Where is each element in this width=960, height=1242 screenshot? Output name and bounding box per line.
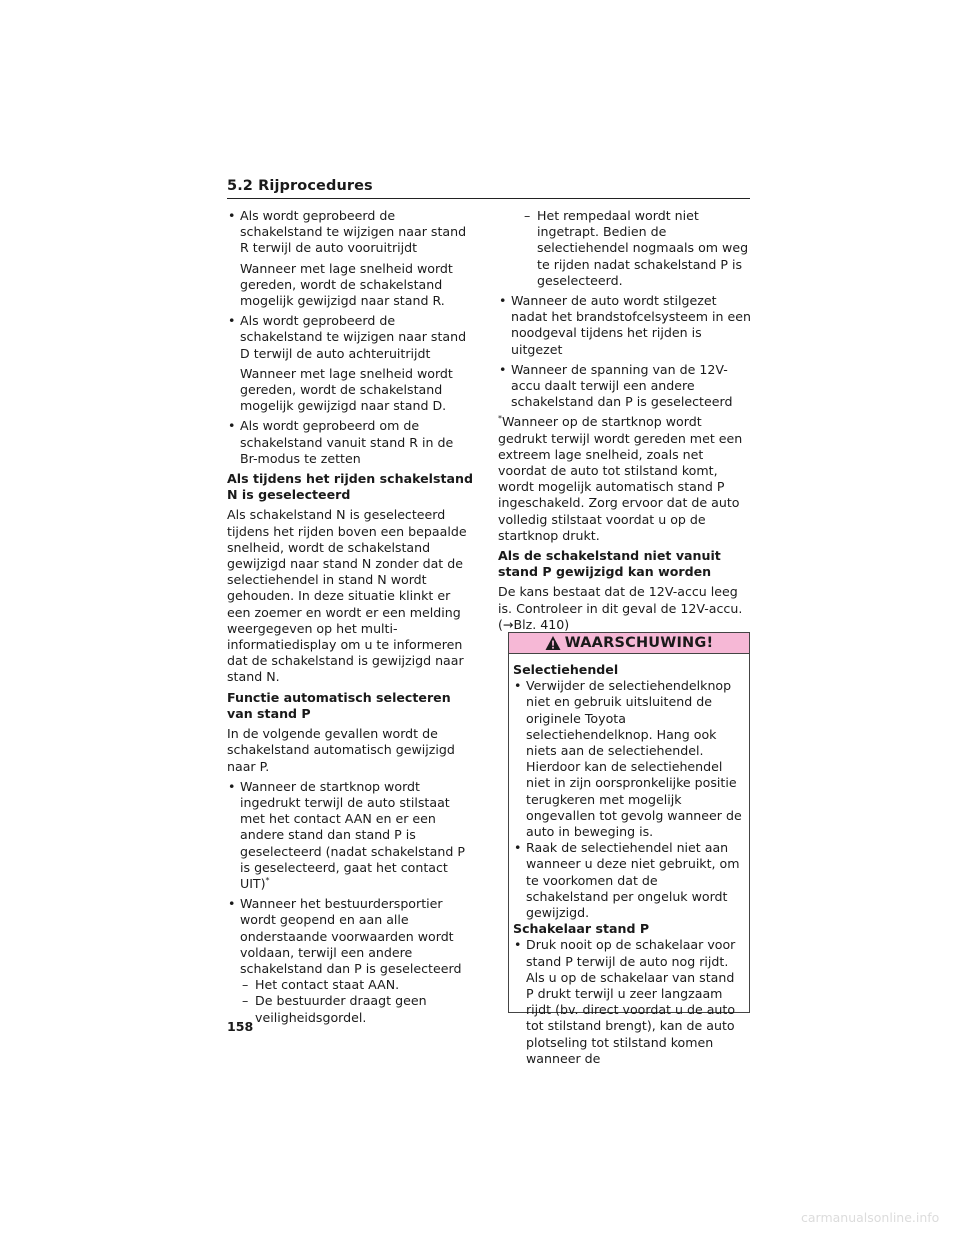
note-r: Wanneer met lage snelheid wordt gereden, wordt de schakelstand mogelijk gewijzigd naar stand R. (240, 260, 453, 309)
footnote-marker: * (498, 414, 502, 424)
watermark-logo: carmanualsonline.info (801, 1210, 940, 1225)
dash-item-gordel: – De bestuurder draagt geen veiligheidsgordel. (240, 993, 473, 1025)
paragraph-accu: De kans bestaat dat de 12V-accu leeg is. Controleer in dit geval de 12V-accu. (→Blz. 410) (498, 584, 743, 632)
paragraph-auto-p: In de volgende gevallen wordt de schakelstand automatisch gewijzigd naar P. (227, 726, 455, 774)
left-column (227, 208, 473, 1026)
list-item-text: Wanneer het bestuurdersportier wordt geopend en aan alle onderstaande voorwaarden wordt voldaan, terwijl een andere schakelstand dan P is geselecteerd (240, 896, 462, 976)
dash-item-rempedaal: – Het rempedaal wordt niet ingetrapt. Bedien de selectiehendel nogmaals om weg te rijden nadat schakelstand P is geselecteerd. (522, 208, 751, 289)
warning-box (508, 632, 750, 1066)
heading-neutral: Als tijdens het rijden schakelstand N is geselecteerd (227, 471, 473, 503)
list-item-text: Als wordt geprobeerd de schakelstand te wijzigen naar stand D terwijl de auto achteruitrijdt (240, 313, 467, 361)
footnote-marker: * (265, 875, 270, 885)
page-number: 158 (227, 1019, 254, 1034)
warning-item-text: Verwijder de selectiehendelknop niet en gebruik uitsluitend de originele Toyota selectiehendelknop. Hang ook niets aan de selectiehendel. Hierdoor kan de selectiehendel niet in zijn oorspronkelijke positie terugkeren met mogelijk ongevallen tot gevolg wanneer de auto in beweging is. (526, 678, 742, 840)
header-divider (227, 198, 750, 199)
list-item-d (227, 313, 473, 362)
note-d: Wanneer met lage snelheid wordt gereden, wordt de schakelstand mogelijk gewijzigd naar stand D. (240, 365, 453, 414)
dash-item-contact: – Het contact staat AAN. (240, 977, 473, 993)
warning-subheading-schakelaar: Schakelaar stand P (513, 921, 650, 937)
list-item-text: Als wordt geprobeerd om de schakelstand vanuit stand R in de Br-modus te zetten (240, 418, 454, 466)
warning-item-text: Druk nooit op de schakelaar voor stand P terwijl de auto nog rijdt. Als u op de schakelaar van stand P drukt terwijl u zeer langzaam rijdt (bv. direct voordat u de auto tot stilstand brengt), kan de auto plotseling tot stilstand komen wanneer de (526, 937, 736, 1066)
list-item-text: Wanneer de spanning van de 12V-accu daalt terwijl een andere schakelstand dan P is geselecteerd (511, 361, 733, 410)
warning-triangle-icon (545, 635, 561, 651)
list-item-br (227, 418, 473, 467)
list-item-text: Als wordt geprobeerd de schakelstand te wijzigen naar stand R terwijl de auto vooruitrijdt (240, 208, 467, 256)
warning-item-text: Raak de selectiehendel niet aan wanneer u deze niet gebruikt, om te voorkomen dat de schakelstand per ongeluk wordt gewijzigd. (526, 840, 740, 921)
section-title: 5.2 Rijprocedures (227, 178, 373, 194)
warning-body (509, 654, 749, 1067)
list-item-text: Wanneer de auto wordt stilgezet nadat het brandstofcelsysteem in een noodgeval tijdens het rijden is uitgezet (511, 293, 751, 357)
footnote-text: Wanneer op de startknop wordt gedrukt terwijl wordt gereden met een extreem lage snelheid, zoals net voordat de auto tot stilstand komt, wordt mogelijk automatisch stand P ingeschakeld. Zorg ervoor dat de auto volledig stilstaat voordat u op de startknop drukt. (498, 414, 743, 543)
warning-item-schakelaar (513, 937, 743, 1067)
list-item-portier (227, 896, 473, 977)
page-header (227, 178, 750, 199)
right-column (498, 208, 751, 637)
heading-not-p: Als de schakelstand niet vanuit stand P gewijzigd kan worden (498, 548, 721, 580)
paragraph-neutral: Als schakelstand N is geselecteerd tijdens het rijden boven een bepaalde snelheid, wordt de schakelstand gewijzigd naar stand N zonder dat de selectiehendel in stand N wordt gehouden. In deze situatie klinkt er een zoemer en wordt er een melding weergegeven op het multi-informatiedisplay om u te informeren dat de schakelstand is gewijzigd naar stand N. (227, 507, 467, 685)
list-item-startknop (227, 779, 473, 892)
warning-item-aanraken (513, 840, 743, 921)
heading-auto-p: Functie automatisch selecteren van stand P (227, 689, 451, 721)
list-item-noodgeval (498, 293, 751, 358)
warning-title: WAARSCHUWING! (564, 635, 714, 651)
warning-item-knop (513, 678, 743, 840)
warning-subheading-selectiehendel: Selectiehendel (513, 662, 619, 677)
list-item-spanning (498, 362, 751, 411)
footnote (498, 414, 751, 544)
warning-header (509, 633, 749, 654)
list-item-text: Wanneer de startknop wordt ingedrukt terwijl de auto stilstaat met het contact AAN en er een andere stand dan stand P is geselecteerd (nadat schakelstand P is geselecteerd, gaat het contact UIT) (240, 778, 465, 891)
list-item-r (227, 208, 473, 257)
